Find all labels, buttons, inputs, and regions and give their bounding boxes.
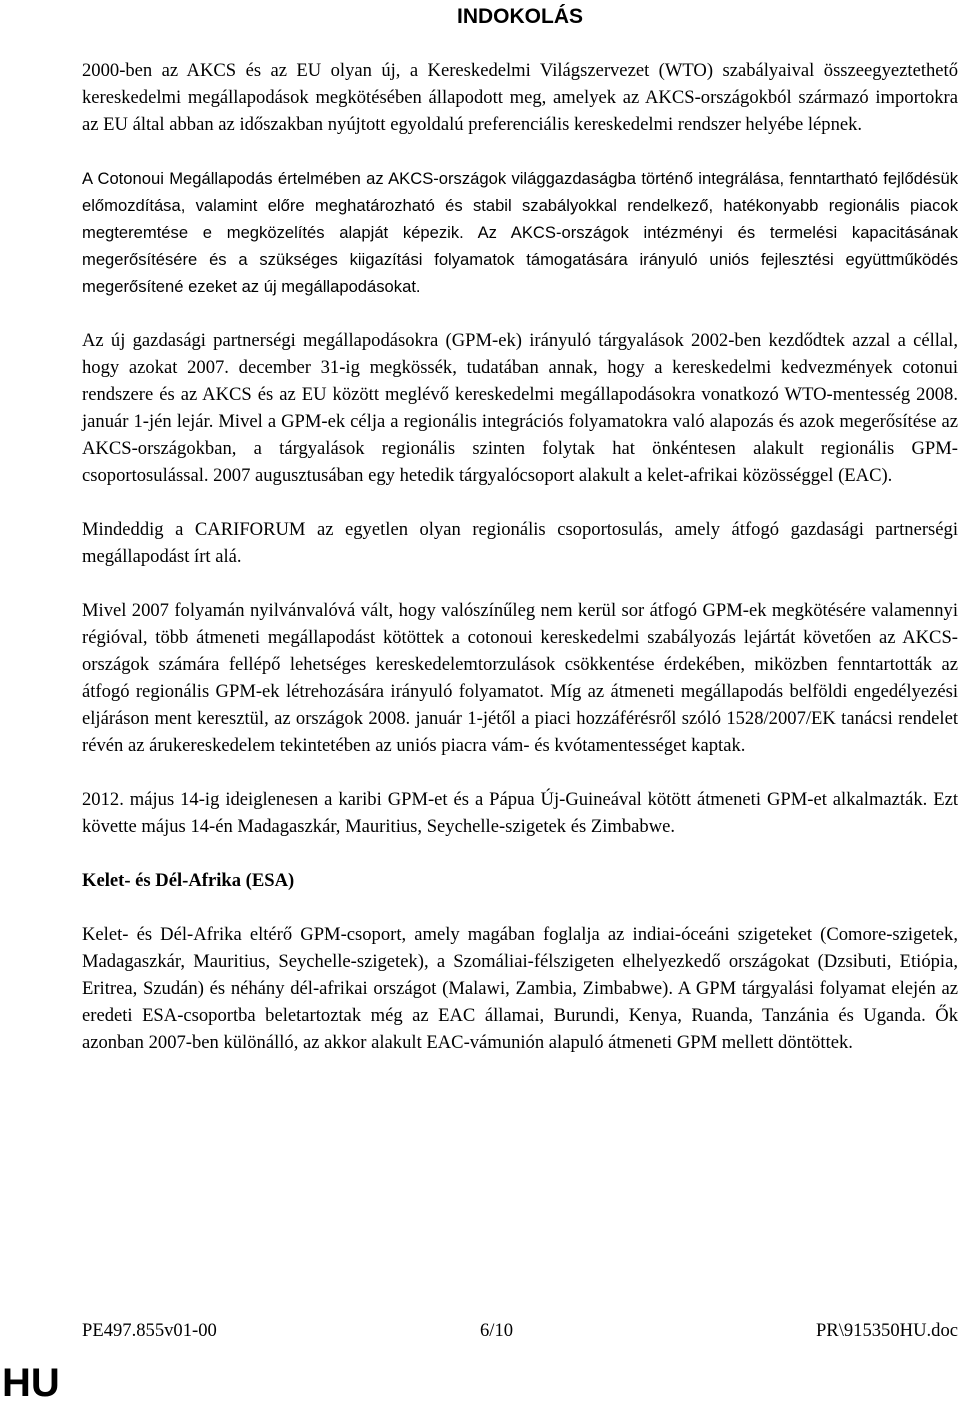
- paragraph-2: A Cotonoui Megállapodás értelmében az AKCS-országok világgazdaságba történő integrálása, fenntartható fejlődésük előmozdítása, valamint előre meghatározható és stabil szabályokkal rendelkező, hatékonyabb regionális piacok megteremtése e megközelítés alapját képezik. Az AKCS-országok intézményi és termelési kapacitásának megerősítésére és a szükséges kiigazítási folyamatok támogatására irányuló uniós fejlesztési együttműködés megerősítené ezeket az új megállapodásokat.: [82, 169, 958, 296]
- paragraph-3: Az új gazdasági partnerségi megállapodásokra (GPM-ek) irányuló tárgyalások 2002-ben kezdődtek azzal a céllal, hogy azokat 2007. december 31-ig megkössék, tudatában annak, hogy a kereskedelmi kedvezmények cotonui rendszere és az AKCS és az EU között meglévő kereskedelmi megállapodásokra vonatkozó WTO-mentesség 2008. január 1-jén lejár. Mivel a GPM-ek célja a regionális integrációs folyamatokra való alapozás és azok megerősítése az AKCS-országokban, a tárgyalások regionális szinten folytak hat önkéntesen alakult regionális GPM-csoportosulással. 2007 augusztusában egy hetedik tárgyalócsoport alakult a kelet-afrikai közösséggel (EAC).: [82, 330, 958, 486]
- paragraph-1: 2000-ben az AKCS és az EU olyan új, a Kereskedelmi Világszervezet (WTO) szabályaival összeegyeztethető kereskedelmi megállapodások megkötésében állapodott meg, amelyek az AKCS-országokból származó importokra az EU által abban az időszakban nyújtott egyoldalú preferenciális kereskedelmi rendszer helyébe lépnek.: [82, 60, 958, 135]
- footer-page-number: 6/10: [480, 1320, 514, 1341]
- footer-doc-ref: PE497.855v01-00: [82, 1320, 217, 1341]
- page-footer: [82, 1317, 958, 1344]
- paragraph-4: Mindeddig a CARIFORUM az egyetlen olyan regionális csoportosulás, amely átfogó gazdasági partnerségi megállapodást írt alá.: [82, 519, 958, 567]
- language-label: HU: [2, 1361, 60, 1405]
- paragraph-5: Mivel 2007 folyamán nyilvánvalóvá vált, hogy valószínűleg nem kerül sor átfogó GPM-ek megkötésére valamennyi régióval, több átmeneti megállapodást kötöttek a cotonoui kereskedelmi szabályozás lejártát követően az AKCS-országok számára fellépő lehetséges kereskedelemtorzulások csökkentése érdekében, miközben fenntartották az átfogó regionális GPM-ek létrehozására irányuló folyamatot. Míg az átmeneti megállapodás belföldi engedélyezési eljáráson ment keresztül, az országok 2008. január 1-jétől a piaci hozzáférésről szóló 1528/2007/EK tanácsi rendelet révén az árukereskedelem tekintetében az uniós piacra vám- és kvótamentességet kaptak.: [82, 600, 958, 756]
- document-body: [82, 57, 958, 1083]
- paragraph-6: 2012. május 14-ig ideiglenesen a karibi GPM-et és a Pápua Új-Guineával kötött átmeneti GPM-et alkalmazták. Ezt követte május 14-én Madagaszkár, Mauritius, Seychelle-szigetek és Zimbabwe.: [82, 789, 958, 837]
- section-paragraph: Kelet- és Dél-Afrika eltérő GPM-csoport, amely magában foglalja az indiai-óceáni szigeteket (Comore-szigetek, Madagaszkár, Mauritius, Seychelle-szigetek), a Szomáliai-félszigeten elhelyezkedő országokat (Dzsibuti, Etiópia, Eritrea, Szudán) és néhány dél-afrikai országot (Malawi, Zambia, Zimbabwe). A GPM tárgyalási folyamat elején az eredeti ESA-csoportba beletartoztak még az EAC államai, Burundi, Kenya, Ruanda, Tanzánia és Uganda. Ők azonban 2007-ben különálló, az akkor alakult EAC-vámunión alapuló átmeneti GPM mellett döntöttek.: [82, 924, 958, 1053]
- document-title: INDOKOLÁS: [457, 5, 583, 28]
- footer-file-ref: PR\915350HU.doc: [815, 1320, 958, 1341]
- section-heading: Kelet- és Dél-Afrika (ESA): [82, 870, 295, 891]
